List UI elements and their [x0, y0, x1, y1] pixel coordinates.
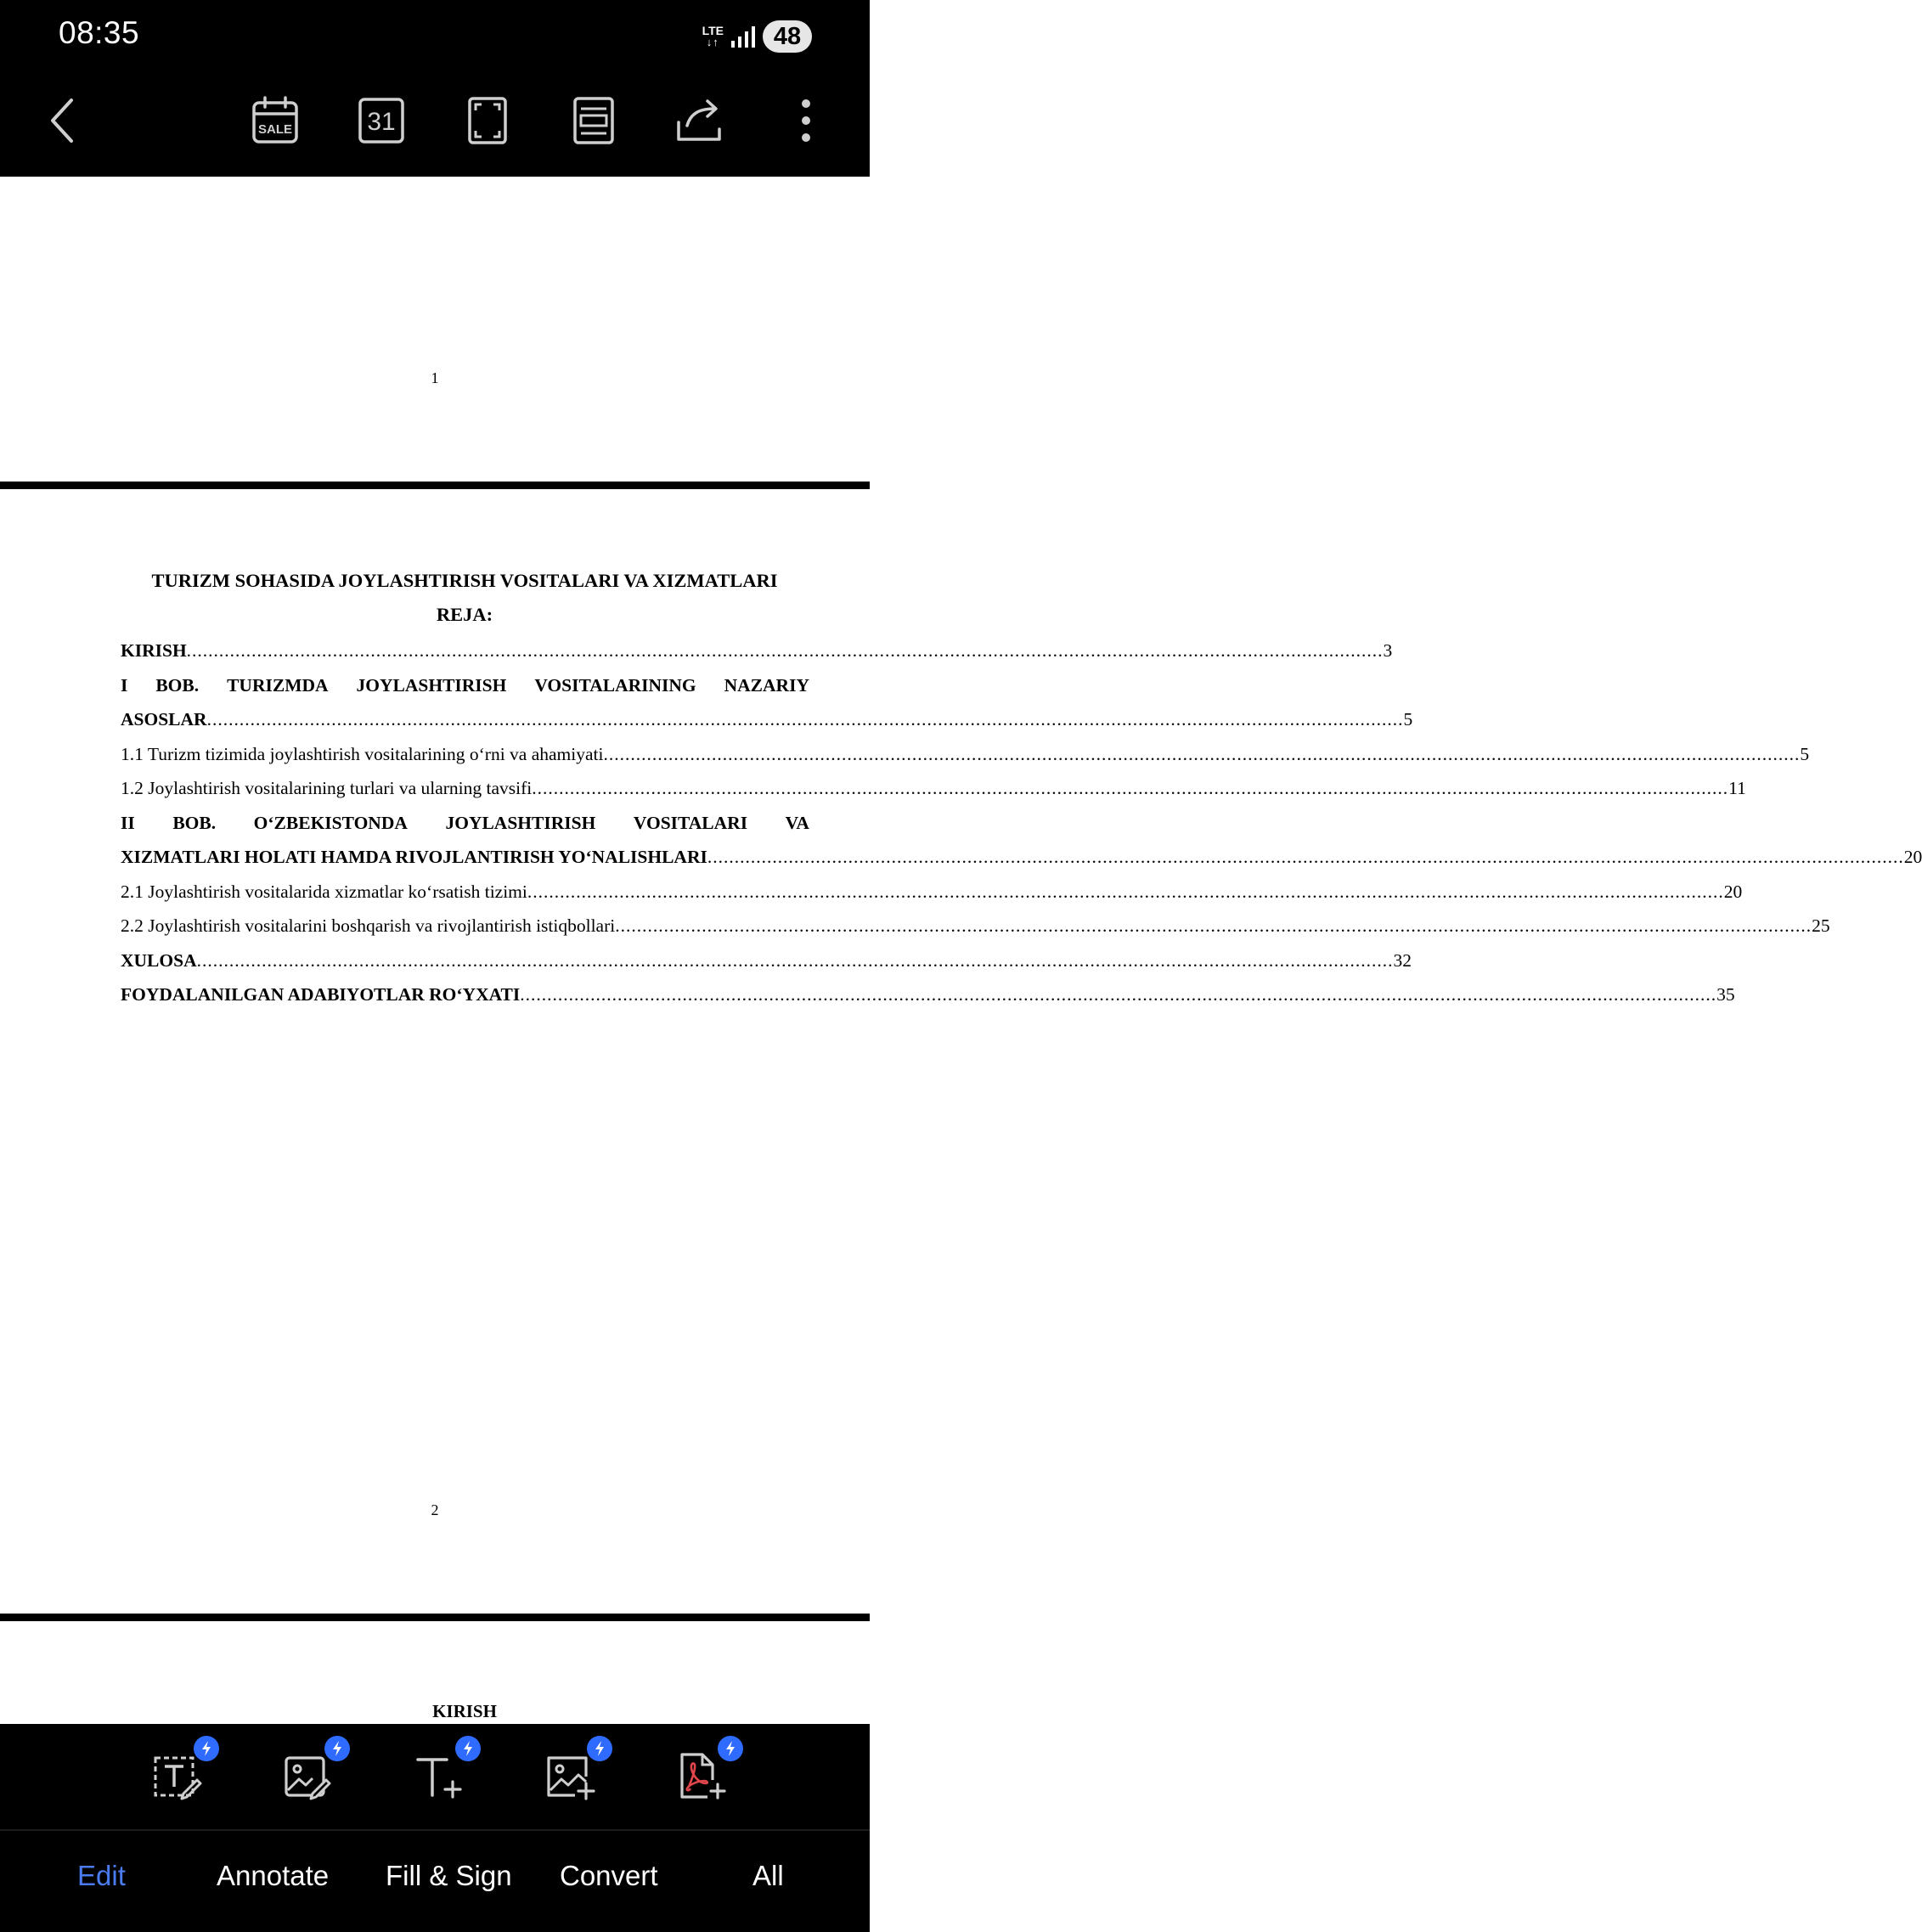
tab-convert[interactable]: Convert — [560, 1860, 658, 1891]
add-image-icon[interactable] — [541, 1746, 600, 1805]
tab-annotate[interactable]: Annotate — [217, 1860, 330, 1891]
back-icon[interactable] — [32, 90, 93, 151]
toc-entry[interactable]: FOYDALANILGAN ADABIYOTLAR RO‘YXATI ............................................................................................................................................................................................................................. 35 — [121, 984, 1735, 1005]
signal-icon — [730, 25, 756, 48]
battery-indicator: 48 — [763, 20, 812, 53]
page-layout-icon[interactable] — [563, 90, 624, 151]
status-clock: 08:35 — [59, 15, 140, 50]
edit-tools-bar — [0, 1724, 870, 1829]
page-number: 2 — [431, 1501, 439, 1518]
toc-entry[interactable]: 1.1 Turizm tizimida joylashtirish vositalarining o‘rni va ahamiyati ............................................................................................................................................................................................................................. 5 — [121, 743, 1810, 764]
section-heading: KIRISH — [432, 1701, 497, 1721]
create-pdf-icon[interactable] — [672, 1746, 731, 1805]
toc-entry[interactable]: II BOB. O‘ZBEKISTONDA JOYLASHTIRISH VOSITALARI VA — [121, 812, 809, 833]
toc-entry[interactable]: I BOB. TURIZMDA JOYLASHTIRISH VOSITALARINING NAZARIY — [121, 674, 809, 696]
edit-image-icon[interactable] — [279, 1746, 338, 1805]
plan-heading: REJA: — [436, 604, 493, 625]
fullscreen-icon[interactable] — [457, 90, 518, 151]
share-icon[interactable] — [670, 90, 731, 151]
calendar-day: 31 — [367, 108, 396, 136]
edit-text-icon[interactable] — [148, 1746, 207, 1805]
top-toolbar — [0, 73, 870, 177]
page-separator — [0, 1614, 870, 1621]
calendar-31-icon[interactable] — [351, 90, 412, 151]
page-number: 1 — [431, 369, 439, 386]
tab-fill-sign[interactable]: Fill & Sign — [386, 1860, 512, 1891]
toc-entry[interactable]: KIRISH ............................................................................................................................................................................................................................. 3 — [121, 640, 1393, 661]
tab-all[interactable]: All — [752, 1860, 784, 1891]
status-bar — [0, 0, 870, 73]
toc-entry[interactable]: 2.1 Joylashtirish vositalarida xizmatlar ko‘rsatish tizimi ............................................................................................................................................................................................................................. 20 — [121, 881, 1743, 902]
sale-calendar-icon[interactable] — [245, 90, 306, 151]
document-viewport[interactable] — [0, 177, 1922, 1724]
toc-entry[interactable]: XIZMATLARI HOLATI HAMDA RIVOJLANTIRISH YO‘NALISHLARI ............................................................................................................................................................................................................................. 20 — [121, 847, 1922, 867]
ai-badge-icon — [587, 1736, 612, 1761]
table-of-contents — [121, 634, 1922, 1012]
add-text-icon[interactable] — [409, 1746, 469, 1805]
toc-entry[interactable]: 2.2 Joylashtirish vositalarini boshqarish va rivojlantirish istiqbollari ............................................................................................................................................................................................................................. 25 — [121, 915, 1830, 936]
toc-entry[interactable]: XULOSA ............................................................................................................................................................................................................................. 32 — [121, 949, 1412, 971]
toc-entry[interactable]: ASOSLAR ............................................................................................................................................................................................................................. 5 — [121, 709, 1413, 729]
ai-badge-icon — [455, 1736, 481, 1761]
status-icons — [702, 19, 812, 54]
sale-label: SALE — [257, 122, 293, 137]
toc-entry[interactable]: 1.2 Joylashtirish vositalarining turlari va ularning tavsifi ............................................................................................................................................................................................................................. 11 — [121, 778, 1746, 798]
tab-edit[interactable]: Edit — [77, 1860, 126, 1891]
ai-badge-icon — [324, 1736, 350, 1761]
more-vertical-icon[interactable] — [775, 90, 837, 151]
page-separator — [0, 482, 870, 489]
lte-icon: LTE ↓↑ — [702, 24, 724, 48]
document-title: TURIZM SOHASIDA JOYLASHTIRISH VOSITALARI VA XIZMATLARI — [151, 570, 778, 591]
ai-badge-icon — [194, 1736, 219, 1761]
bottom-nav — [0, 1831, 870, 1932]
ai-badge-icon — [718, 1736, 743, 1761]
